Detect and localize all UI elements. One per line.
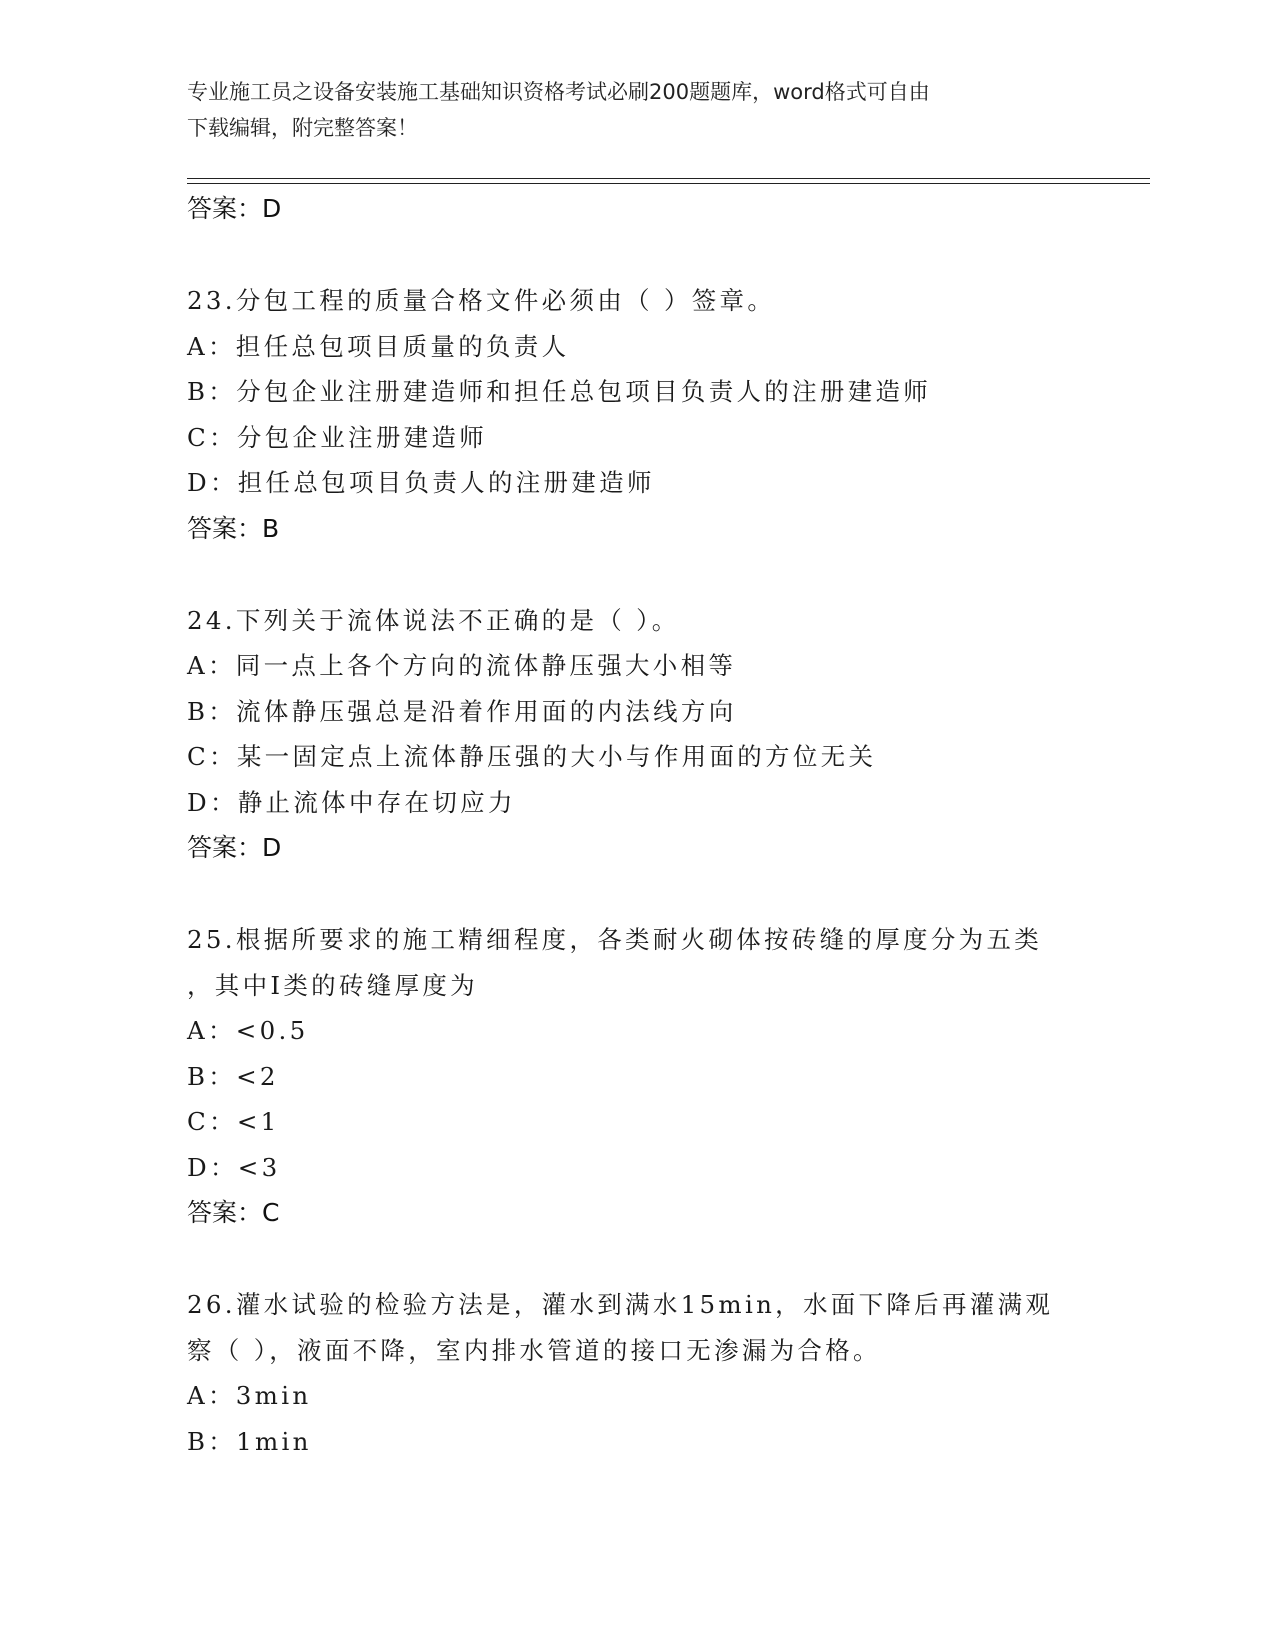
option-b: B：<2 <box>187 1061 279 1091</box>
question-list <box>187 186 1117 1464</box>
header-rule-bottom <box>187 183 1150 184</box>
question-text: 23.分包工程的质量合格文件必须由（ ）签章。 <box>187 286 776 315</box>
option-b: B：分包企业注册建造师和担任总包项目负责人的注册建造师 <box>187 377 932 406</box>
header-rule-top <box>187 178 1150 179</box>
question-text: 25.根据所要求的施工精细程度，各类耐火砌体按砖缝的厚度分为五类 <box>187 925 1043 954</box>
header-line-2: 下载编辑，附完整答案！ <box>187 116 418 140</box>
spacer <box>187 870 1117 917</box>
option-a: A：<0.5 <box>187 1016 309 1045</box>
option-a: A：担任总包项目质量的负责人 <box>187 331 570 361</box>
question-block <box>187 1282 1117 1464</box>
answer-text: 答案：C <box>187 1198 280 1227</box>
question-text-continued: ，其中Ⅰ类的砖缝厚度为 <box>187 970 478 1000</box>
answer-text: 答案：B <box>187 513 280 543</box>
spacer <box>187 1235 1117 1282</box>
question-block <box>187 598 1117 871</box>
question-block <box>187 917 1117 1235</box>
answer-text: 答案：D <box>187 833 282 862</box>
option-c: C：<1 <box>187 1107 280 1136</box>
spacer <box>187 231 1117 278</box>
option-a: A：3min <box>187 1381 312 1410</box>
page-header <box>187 74 1087 146</box>
previous-answer: 答案：D <box>187 194 282 223</box>
spacer <box>187 551 1117 598</box>
option-d: D：担任总包项目负责人的注册建造师 <box>187 468 655 497</box>
option-b: B：流体静压强总是沿着作用面的内法线方向 <box>187 696 737 726</box>
question-block <box>187 278 1117 551</box>
option-c: C：某一固定点上流体静压强的大小与作用面的方位无关 <box>187 742 877 771</box>
question-text: 26.灌水试验的检验方法是，灌水到满水15min，水面下降后再灌满观 <box>187 1290 1054 1319</box>
question-text: 24.下列关于流体说法不正确的是（ ）。 <box>187 605 680 635</box>
header-line-1: 专业施工员之设备安装施工基础知识资格考试必刷200题题库，word格式可自由 <box>187 80 930 104</box>
option-c: C：分包企业注册建造师 <box>187 422 488 452</box>
option-d: D：静止流体中存在切应力 <box>187 787 516 817</box>
option-a: A：同一点上各个方向的流体静压强大小相等 <box>187 651 737 680</box>
question-text-continued: 察（ ），液面不降，室内排水管道的接口无渗漏为合格。 <box>187 1335 881 1365</box>
option-d: D：<3 <box>187 1152 281 1182</box>
option-b: B：1min <box>187 1426 312 1456</box>
